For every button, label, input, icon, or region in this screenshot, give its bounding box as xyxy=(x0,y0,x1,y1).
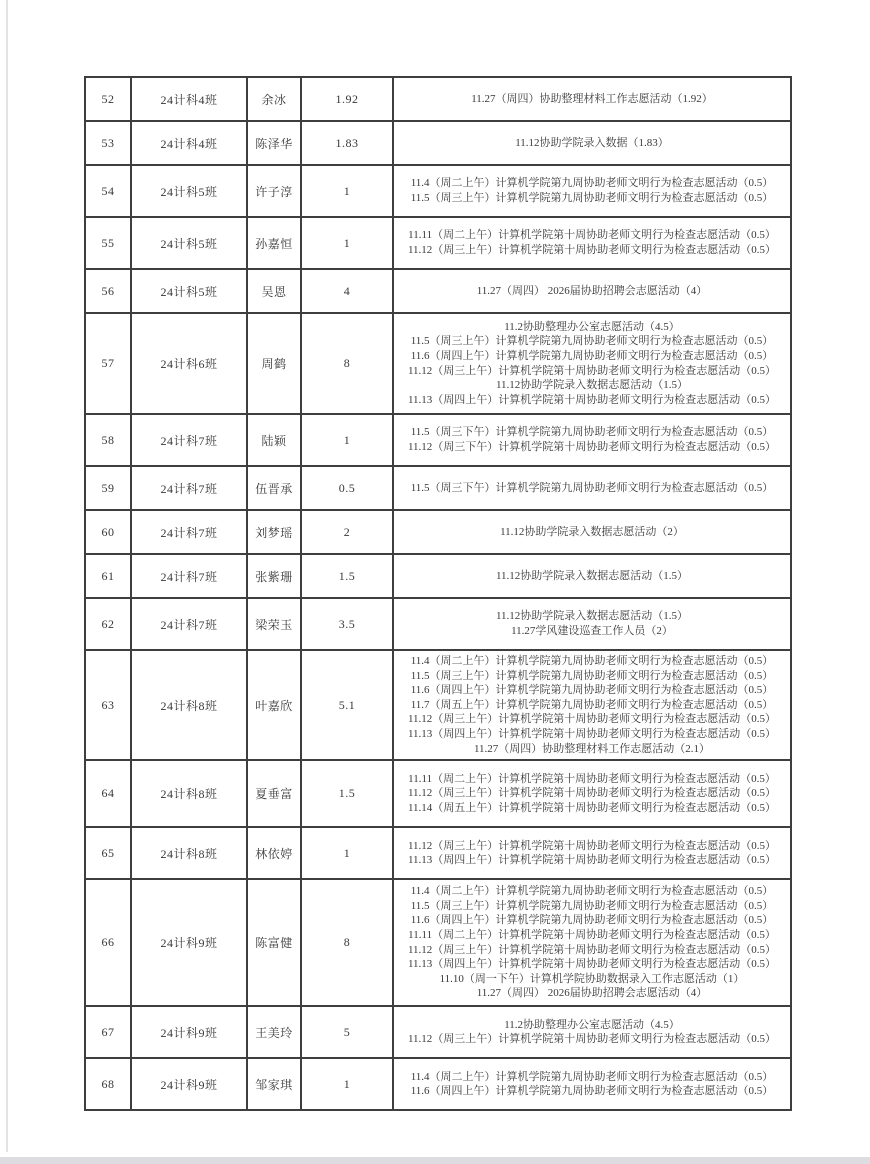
student-name-cell: 夏垂富 xyxy=(247,760,301,827)
row-number-cell: 60 xyxy=(85,510,131,554)
activity-line: 11.12协助学院录入数据志愿活动（1.5） xyxy=(495,569,689,582)
activity-line: 11.7（周五上午）计算机学院第九周协助老师文明行为检查志愿活动（0.5） xyxy=(410,698,774,711)
activity-line: 11.27（周四） 2026届协助招聘会志愿活动（4） xyxy=(476,987,708,1000)
class-cell: 24计科7班 xyxy=(131,510,247,554)
student-name-cell: 陆颖 xyxy=(247,414,301,466)
hours-cell: 1 xyxy=(301,414,393,466)
table-row xyxy=(85,121,791,165)
class-cell: 24计科9班 xyxy=(131,1006,247,1058)
activities-cell xyxy=(393,77,791,121)
table-row xyxy=(85,414,791,466)
table-row xyxy=(85,510,791,554)
table-row xyxy=(85,313,791,414)
class-cell: 24计科8班 xyxy=(131,760,247,827)
class-cell: 24计科4班 xyxy=(131,121,247,165)
row-number-cell: 65 xyxy=(85,827,131,879)
activity-line: 11.13（周四上午）计算机学院第十周协助老师文明行为检查志愿活动（0.5） xyxy=(407,393,777,406)
activities-cell xyxy=(393,414,791,466)
table-row xyxy=(85,217,791,269)
activities-cell xyxy=(393,466,791,510)
class-cell: 24计科7班 xyxy=(131,598,247,650)
table-row xyxy=(85,760,791,827)
activity-line: 11.5（周三上午）计算机学院第九周协助老师文明行为检查志愿活动（0.5） xyxy=(410,335,774,348)
volunteer-hours-table xyxy=(84,76,792,1111)
activity-line: 11.12协助学院录入数据志愿活动（2） xyxy=(500,525,684,538)
hours-cell: 1.5 xyxy=(301,554,393,598)
activity-line: 11.12（周三上午）计算机学院第十周协助老师文明行为检查志愿活动（0.5） xyxy=(407,839,777,852)
row-number-cell: 62 xyxy=(85,598,131,650)
page-left-edge xyxy=(6,0,8,1152)
activity-line: 11.12（周三上午）计算机学院第十周协助老师文明行为检查志愿活动（0.5） xyxy=(407,787,777,800)
student-name-cell: 孙嘉恒 xyxy=(247,217,301,269)
activity-line: 11.2协助整理办公室志愿活动（4.5） xyxy=(504,320,680,333)
class-cell: 24计科5班 xyxy=(131,165,247,217)
hours-cell: 4 xyxy=(301,269,393,313)
activities-cell xyxy=(393,121,791,165)
row-number-cell: 54 xyxy=(85,165,131,217)
class-cell: 24计科5班 xyxy=(131,217,247,269)
table-row xyxy=(85,269,791,313)
activity-line: 11.12协助学院录入数据（1.83） xyxy=(515,136,669,149)
class-cell: 24计科7班 xyxy=(131,414,247,466)
hours-cell: 8 xyxy=(301,313,393,414)
activity-line: 11.12（周三上午）计算机学院第十周协助老师文明行为检查志愿活动（0.5） xyxy=(407,1033,777,1046)
activities-cell xyxy=(393,827,791,879)
activities-cell xyxy=(393,217,791,269)
row-number-cell: 57 xyxy=(85,313,131,414)
class-cell: 24计科8班 xyxy=(131,650,247,760)
activity-line: 11.12（周三上午）计算机学院第十周协助老师文明行为检查志愿活动（0.5） xyxy=(407,364,777,377)
student-name-cell: 邹家琪 xyxy=(247,1058,301,1110)
activity-line: 11.6（周四上午）计算机学院第九周协助老师文明行为检查志愿活动（0.5） xyxy=(410,684,774,697)
class-cell: 24计科9班 xyxy=(131,1058,247,1110)
activity-line: 11.27（周四）协助整理材料工作志愿活动（1.92） xyxy=(471,92,713,105)
activity-line: 11.11（周二上午）计算机学院第十周协助老师文明行为检查志愿活动（0.5） xyxy=(408,229,776,242)
activity-line: 11.12（周三上午）计算机学院第十周协助老师文明行为检查志愿活动（0.5） xyxy=(407,244,777,256)
row-number-cell: 67 xyxy=(85,1006,131,1058)
activity-line: 11.12（周三上午）计算机学院第十周协助老师文明行为检查志愿活动（0.5） xyxy=(407,713,777,726)
activities-cell xyxy=(393,165,791,217)
activity-line: 11.5（周三下午）计算机学院第九周协助老师文明行为检查志愿活动（0.5） xyxy=(410,426,774,439)
activity-line: 11.27（周四） 2026届协助招聘会志愿活动（4） xyxy=(476,284,708,297)
activity-line: 11.13（周四上午）计算机学院第十周协助老师文明行为检查志愿活动（0.5） xyxy=(407,854,777,867)
table-row xyxy=(85,827,791,879)
student-name-cell: 周鹤 xyxy=(247,313,301,414)
table-body xyxy=(85,77,791,1110)
student-name-cell: 林依婷 xyxy=(247,827,301,879)
activities-cell xyxy=(393,598,791,650)
student-name-cell: 张紫珊 xyxy=(247,554,301,598)
row-number-cell: 58 xyxy=(85,414,131,466)
class-cell: 24计科5班 xyxy=(131,269,247,313)
activity-line: 11.12协助学院录入数据志愿活动（1.5） xyxy=(495,379,689,392)
activities-cell xyxy=(393,1006,791,1058)
hours-cell: 1 xyxy=(301,165,393,217)
activities-cell xyxy=(393,313,791,414)
activity-line: 11.11（周二上午）计算机学院第十周协助老师文明行为检查志愿活动（0.5） xyxy=(408,929,776,942)
student-name-cell: 陈泽华 xyxy=(247,121,301,165)
student-name-cell: 许子淳 xyxy=(247,165,301,217)
table-row xyxy=(85,554,791,598)
activity-line: 11.4（周二上午）计算机学院第九周协助老师文明行为检查志愿活动（0.5） xyxy=(410,655,774,667)
activities-cell xyxy=(393,879,791,1006)
activity-line: 11.5（周三上午）计算机学院第九周协助老师文明行为检查志愿活动（0.5） xyxy=(410,669,774,682)
activity-line: 11.4（周二上午）计算机学院第九周协助老师文明行为检查志愿活动（0.5） xyxy=(410,177,774,190)
class-cell: 24计科8班 xyxy=(131,827,247,879)
page-bottom-edge xyxy=(0,1157,870,1164)
activities-cell xyxy=(393,510,791,554)
table-row xyxy=(85,650,791,760)
activity-line: 11.4（周二上午）计算机学院第九周协助老师文明行为检查志愿活动（0.5） xyxy=(410,885,774,898)
class-cell: 24计科7班 xyxy=(131,466,247,510)
hours-cell: 5.1 xyxy=(301,650,393,760)
row-number-cell: 55 xyxy=(85,217,131,269)
activity-line: 11.5（周三下午）计算机学院第九周协助老师文明行为检查志愿活动（0.5） xyxy=(410,481,774,494)
student-name-cell: 刘梦瑶 xyxy=(247,510,301,554)
activity-line: 11.10（周一下午）计算机学院协助数据录入工作志愿活动（1） xyxy=(439,972,745,985)
activity-line: 11.2协助整理办公室志愿活动（4.5） xyxy=(504,1018,680,1031)
activity-line: 11.11（周二上午）计算机学院第十周协助老师文明行为检查志愿活动（0.5） xyxy=(408,772,776,785)
student-name-cell: 梁荣玉 xyxy=(247,598,301,650)
activity-line: 11.12协助学院录入数据志愿活动（1.5） xyxy=(495,610,689,623)
activity-line: 11.14（周五上午）计算机学院第十周协助老师文明行为检查志愿活动（0.5） xyxy=(407,801,777,814)
table-row xyxy=(85,77,791,121)
table-row xyxy=(85,1058,791,1110)
activity-line: 11.27学风建设巡查工作人员（2） xyxy=(511,625,673,637)
activity-line: 11.12（周三下午）计算机学院第十周协助老师文明行为检查志愿活动（0.5） xyxy=(407,441,777,453)
row-number-cell: 63 xyxy=(85,650,131,760)
row-number-cell: 56 xyxy=(85,269,131,313)
hours-cell: 3.5 xyxy=(301,598,393,650)
activities-cell xyxy=(393,1058,791,1110)
hours-cell: 1 xyxy=(301,1058,393,1110)
student-name-cell: 王美玲 xyxy=(247,1006,301,1058)
class-cell: 24计科6班 xyxy=(131,313,247,414)
student-name-cell: 陈富健 xyxy=(247,879,301,1006)
activity-line: 11.5（周三上午）计算机学院第九周协助老师文明行为检查志愿活动（0.5） xyxy=(410,899,774,912)
hours-cell: 1.83 xyxy=(301,121,393,165)
row-number-cell: 68 xyxy=(85,1058,131,1110)
activities-cell xyxy=(393,760,791,827)
table-row xyxy=(85,598,791,650)
activities-cell xyxy=(393,650,791,760)
hours-cell: 8 xyxy=(301,879,393,1006)
activity-line: 11.27（周四）协助整理材料工作志愿活动（2.1） xyxy=(473,742,711,755)
activity-line: 11.6（周四上午）计算机学院第九周协助老师文明行为检查志愿活动（0.5） xyxy=(410,1085,774,1098)
hours-cell: 1.92 xyxy=(301,77,393,121)
class-cell: 24计科4班 xyxy=(131,77,247,121)
activities-cell xyxy=(393,554,791,598)
row-number-cell: 59 xyxy=(85,466,131,510)
hours-cell: 1.5 xyxy=(301,760,393,827)
hours-cell: 2 xyxy=(301,510,393,554)
class-cell: 24计科7班 xyxy=(131,554,247,598)
activity-line: 11.4（周二上午）计算机学院第九周协助老师文明行为检查志愿活动（0.5） xyxy=(410,1070,774,1083)
student-name-cell: 伍晋承 xyxy=(247,466,301,510)
table-row xyxy=(85,879,791,1006)
row-number-cell: 64 xyxy=(85,760,131,827)
student-name-cell: 吴恩 xyxy=(247,269,301,313)
table-row xyxy=(85,165,791,217)
table-row xyxy=(85,466,791,510)
row-number-cell: 53 xyxy=(85,121,131,165)
student-name-cell: 余冰 xyxy=(247,77,301,121)
class-cell: 24计科9班 xyxy=(131,879,247,1006)
student-name-cell: 叶嘉欣 xyxy=(247,650,301,760)
activity-line: 11.6（周四上午）计算机学院第九周协助老师文明行为检查志愿活动（0.5） xyxy=(410,914,774,927)
row-number-cell: 61 xyxy=(85,554,131,598)
activity-line: 11.13（周四上午）计算机学院第十周协助老师文明行为检查志愿活动（0.5） xyxy=(407,958,777,971)
table-row xyxy=(85,1006,791,1058)
hours-cell: 1 xyxy=(301,217,393,269)
activity-line: 11.12（周三上午）计算机学院第十周协助老师文明行为检查志愿活动（0.5） xyxy=(407,943,777,956)
hours-cell: 1 xyxy=(301,827,393,879)
hours-cell: 0.5 xyxy=(301,466,393,510)
activity-line: 11.6（周四上午）计算机学院第九周协助老师文明行为检查志愿活动（0.5） xyxy=(410,349,774,362)
hours-cell: 5 xyxy=(301,1006,393,1058)
row-number-cell: 52 xyxy=(85,77,131,121)
row-number-cell: 66 xyxy=(85,879,131,1006)
activity-line: 11.5（周三上午）计算机学院第九周协助老师文明行为检查志愿活动（0.5） xyxy=(410,192,774,204)
activities-cell xyxy=(393,269,791,313)
activity-line: 11.13（周四上午）计算机学院第十周协助老师文明行为检查志愿活动（0.5） xyxy=(407,727,777,740)
